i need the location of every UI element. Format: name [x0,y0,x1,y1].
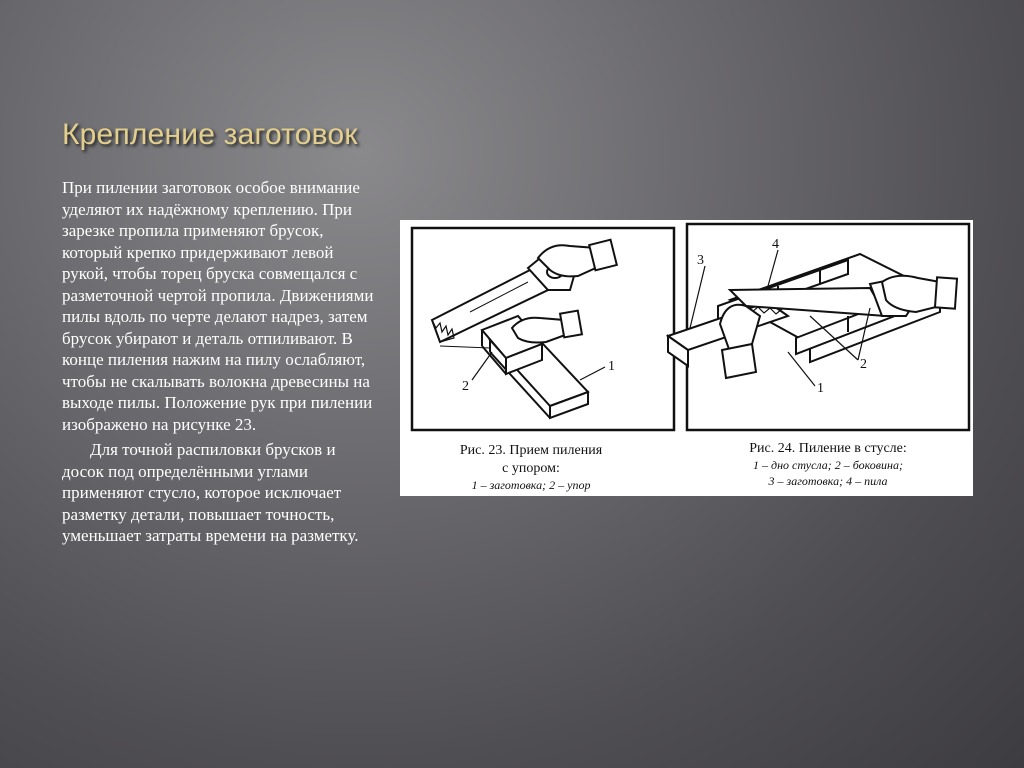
figure-23-label-2: 2 [462,379,469,394]
figure-23-label-1: 1 [608,359,615,374]
figure-24-label-3: 3 [697,253,704,268]
figure-24-legend-line2: 3 – заготовка; 4 – пила [768,474,888,488]
figure-24-label-1: 1 [817,381,824,396]
figure-24 [668,224,969,430]
paragraph-1: При пилении заготовок особое внимание уделяют их надёжному креплению. При зарезке пропила применяют брусок, который крепко придерживают левой рукой, чтобы торец бруска совмещался с разметочной чертой пропила. Движениями пилы вдоль по черте делают надрез, затем брусок убирают и деталь отпиливают. В конце пиления нажим на пилу ослабляют, чтобы не скалывать волокна древесины на выходе пилы. Положение рук при пилении изображено на рисунке 23. [62,178,374,434]
body-text [62,177,374,547]
figure-24-caption-line1: Рис. 24. Пиление в стусле: [749,441,907,456]
figure-panel [400,220,973,496]
figure-illustration [400,220,973,496]
figure-23-legend: 1 – заготовка; 2 – упор [471,478,591,492]
figure-24-label-2: 2 [860,357,867,372]
figure-captions [460,441,907,492]
slide-title: Крепление заготовок [62,118,358,151]
figure-23 [412,228,674,430]
figure-23-caption-line2: с упором: [502,461,560,476]
figure-24-legend-line1: 1 – дно стусла; 2 – боковина; [753,458,903,472]
figure-24-label-4: 4 [772,237,779,252]
paragraph-2: Для точной распиловки брусков и досок под определёнными углами применяют стусло, которое исключает разметку детали, повышает точность, уменьшает затраты времени на разметку. [62,440,359,545]
figure-23-caption-line1: Рис. 23. Прием пиления [459,443,603,458]
